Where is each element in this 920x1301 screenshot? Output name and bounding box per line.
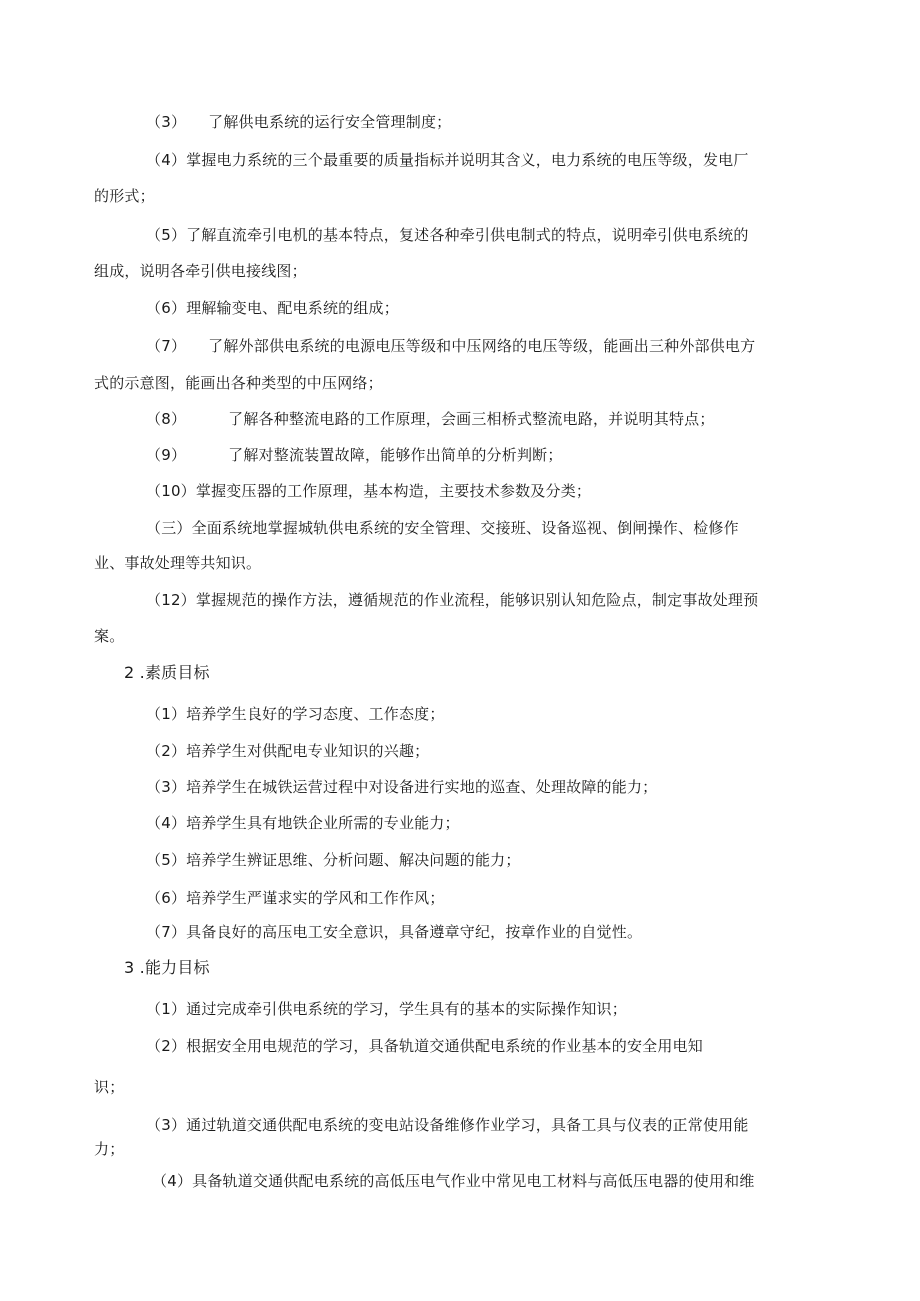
quality-goals-heading: 2 .素质目标: [124, 663, 210, 682]
ability-item-2-line2: 识；: [94, 1078, 125, 1096]
item-9-number: （9）: [146, 446, 187, 464]
item-7-line1: [146, 336, 755, 356]
ability-item-2-line1: （2）根据安全用电规范的学习，具备轨道交通供配电系统的作业基本的安全用电知: [146, 1037, 703, 1055]
item-7-line2: 式的示意图，能画出各种类型的中压网络；: [94, 374, 383, 392]
item-5-line2: 组成，说明各牵引供电接线图；: [94, 262, 307, 280]
item-9-text: 了解对整流装置故障，能够作出简单的分析判断；: [228, 446, 563, 464]
item-9: [146, 445, 563, 465]
quality-item-3: （3）培养学生在城铁运营过程中对设备进行实地的巡查、处理故障的能力；: [146, 778, 658, 796]
item-3-text: 了解供电系统的运行安全管理制度；: [208, 113, 452, 131]
quality-item-2: （2）培养学生对供配电专业知识的兴趣；: [146, 742, 430, 760]
ability-item-3-line1: （3）通过轨道交通供配电系统的变电站设备维修作业学习，具备工具与仪表的正常使用能: [146, 1116, 749, 1134]
item-7-number: （7）: [146, 337, 187, 355]
quality-item-5: （5）培养学生辨证思维、分析问题、解决问题的能力；: [146, 851, 521, 869]
quality-item-4: （4）培养学生具有地铁企业所需的专业能力；: [146, 814, 460, 832]
item-3: [146, 112, 451, 132]
item-11-line2: 业、事故处理等共知识。: [94, 554, 262, 572]
ability-item-3-line2: 力；: [94, 1140, 125, 1158]
item-12-line1: （12）掌握规范的操作方法，遵循规范的作业流程，能够识别认知危险点，制定事故处理预: [146, 591, 759, 609]
item-8: [146, 409, 715, 429]
item-3-number: （3）: [146, 113, 187, 131]
item-7-text: 了解外部供电系统的电源电压等级和中压网络的电压等级，能画出三种外部供电方: [208, 337, 756, 355]
ability-item-4-line1: （4）具备轨道交通供配电系统的高低压电气作业中常见电工材料与高低压电器的使用和维: [152, 1172, 755, 1190]
ability-item-1: （1）通过完成牵引供电系统的学习，学生具有的基本的实际操作知识；: [146, 1000, 627, 1018]
item-10: （10）掌握变压器的工作原理，基本构造，主要技术参数及分类；: [146, 482, 592, 500]
quality-item-1: （1）培养学生良好的学习态度、工作态度；: [146, 705, 445, 723]
item-6: （6）理解输变电、配电系统的组成；: [146, 299, 399, 317]
item-11-line1: （三）全面系统地掌握城轨供电系统的安全管理、交接班、设备巡视、倒闸操作、检修作: [146, 519, 739, 537]
item-12-line2: 案。: [94, 627, 125, 645]
item-4-line2: 的形式；: [94, 187, 155, 205]
item-5-line1: （5）了解直流牵引电机的基本特点，复述各种牵引供电制式的特点，说明牵引供电系统的: [146, 226, 749, 244]
item-8-number: （8）: [146, 410, 187, 428]
quality-item-7: （7）具备良好的高压电工安全意识，具备遵章守纪，按章作业的自觉性。: [146, 923, 643, 941]
item-8-text: 了解各种整流电路的工作原理，会画三相桥式整流电路，并说明其特点；: [228, 410, 715, 428]
ability-goals-heading: 3 .能力目标: [124, 958, 210, 977]
quality-item-6: （6）培养学生严谨求实的学风和工作作风；: [146, 889, 445, 907]
item-4-line1: （4）掌握电力系统的三个最重要的质量指标并说明其含义，电力系统的电压等级，发电厂: [146, 151, 749, 169]
